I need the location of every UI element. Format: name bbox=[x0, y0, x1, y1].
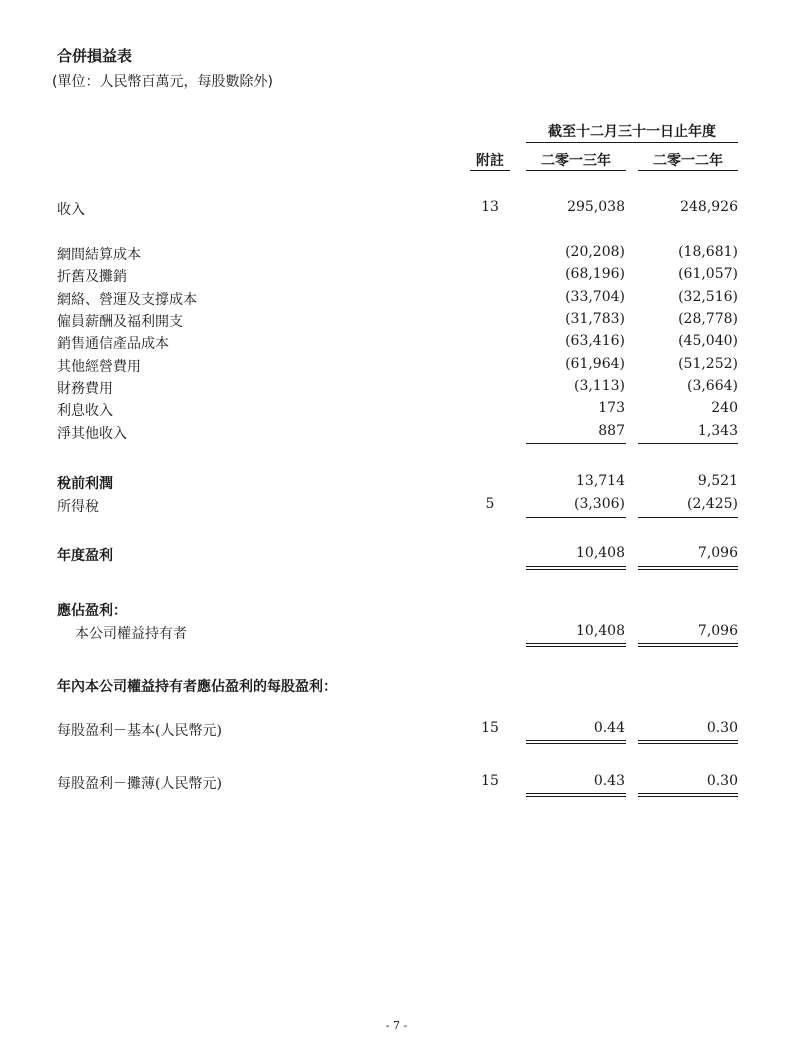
page-number: - 7 - bbox=[385, 1019, 408, 1032]
row-note-income-tax: 5 bbox=[485, 496, 495, 512]
row-2013-network-costs: (33,704) bbox=[565, 289, 625, 305]
row-2013-interconnection: (20,208) bbox=[565, 244, 625, 260]
period-header: 截至十二月三十一日止年度 bbox=[548, 124, 716, 140]
row-label-profit-for-year: 年度盈利 bbox=[57, 548, 113, 564]
row-2013-basic-eps: 0.44 bbox=[593, 720, 625, 736]
subtotal-rule-2013 bbox=[526, 443, 626, 444]
row-2012-income-tax: (2,425) bbox=[686, 496, 738, 512]
tax-rule-2013 bbox=[526, 517, 626, 518]
row-2013-employee-costs: (31,783) bbox=[565, 311, 625, 327]
profit-double-rule-2012-b bbox=[638, 569, 738, 570]
row-2012-revenue: 248,926 bbox=[680, 199, 738, 215]
year-2013-header: 二零一三年 bbox=[541, 153, 611, 169]
basic-double-rule-2013-a bbox=[526, 740, 626, 741]
equity-double-rule-2013-b bbox=[526, 646, 626, 647]
row-2012-profit-for-year: 7,096 bbox=[697, 545, 738, 561]
row-2012-network-costs: (32,516) bbox=[678, 289, 738, 305]
row-2013-equity-holders: 10,408 bbox=[576, 623, 625, 639]
row-label-finance-costs: 財務費用 bbox=[57, 381, 113, 397]
row-2013-other-expenses: (61,964) bbox=[565, 356, 625, 372]
row-2012-basic-eps: 0.30 bbox=[706, 720, 738, 736]
row-2013-diluted-eps: 0.43 bbox=[593, 773, 625, 789]
row-label-revenue: 收入 bbox=[57, 202, 85, 218]
equity-double-rule-2012-b bbox=[638, 646, 738, 647]
row-2012-diluted-eps: 0.30 bbox=[706, 773, 738, 789]
row-2012-other-expenses: (51,252) bbox=[678, 356, 738, 372]
row-2012-net-other-income: 1,343 bbox=[697, 423, 738, 439]
note-column-header: 附註 bbox=[476, 153, 504, 169]
diluted-double-rule-2013-a bbox=[526, 793, 626, 794]
row-note-revenue: 13 bbox=[481, 199, 499, 215]
row-2012-interconnection: (18,681) bbox=[678, 244, 738, 260]
tax-rule-2012 bbox=[638, 517, 738, 518]
basic-double-rule-2012-a bbox=[638, 740, 738, 741]
row-label-depreciation: 折舊及攤銷 bbox=[57, 269, 127, 285]
row-2012-depreciation: (61,057) bbox=[678, 266, 738, 282]
row-2012-profit-before-tax: 9,521 bbox=[697, 473, 738, 489]
row-note-diluted-eps: 15 bbox=[481, 773, 499, 789]
row-label-income-tax: 所得稅 bbox=[57, 499, 99, 515]
row-label-interest-income: 利息收入 bbox=[57, 403, 113, 419]
row-2013-profit-for-year: 10,408 bbox=[576, 545, 625, 561]
profit-double-rule-2013-b bbox=[526, 569, 626, 570]
basic-double-rule-2013-b bbox=[526, 743, 626, 744]
year-2012-underline bbox=[638, 170, 738, 171]
row-label-profit-before-tax: 稅前利潤 bbox=[57, 476, 113, 492]
row-note-basic-eps: 15 bbox=[481, 720, 499, 736]
profit-double-rule-2013-a bbox=[526, 566, 626, 567]
equity-double-rule-2013-a bbox=[526, 643, 626, 644]
row-2013-interest-income: 173 bbox=[598, 400, 625, 416]
year-2012-header: 二零一二年 bbox=[653, 153, 723, 169]
basic-double-rule-2012-b bbox=[638, 743, 738, 744]
row-label-basic-eps: 每股盈利－基本(人民幣元) bbox=[57, 723, 222, 739]
row-2012-finance-costs: (3,664) bbox=[686, 378, 738, 394]
row-2012-equity-holders: 7,096 bbox=[697, 623, 738, 639]
row-2013-revenue: 295,038 bbox=[567, 199, 625, 215]
row-2013-products-cost: (63,416) bbox=[565, 333, 625, 349]
row-label-products-cost: 銷售通信產品成本 bbox=[57, 336, 169, 352]
row-2012-products-cost: (45,040) bbox=[678, 333, 738, 349]
diluted-double-rule-2012-a bbox=[638, 793, 738, 794]
period-underline bbox=[526, 142, 738, 143]
statement-subtitle: (單位：人民幣百萬元，每股數除外) bbox=[52, 74, 273, 90]
note-header-underline bbox=[470, 170, 510, 171]
row-2013-income-tax: (3,306) bbox=[573, 496, 625, 512]
row-2012-interest-income: 240 bbox=[711, 400, 738, 416]
row-label-attributable: 應佔盈利： bbox=[57, 603, 127, 619]
row-label-other-expenses: 其他經營費用 bbox=[57, 359, 141, 375]
row-2013-net-other-income: 887 bbox=[598, 423, 625, 439]
equity-double-rule-2012-a bbox=[638, 643, 738, 644]
diluted-double-rule-2013-b bbox=[526, 796, 626, 797]
year-2013-underline bbox=[526, 170, 626, 171]
row-label-net-other-income: 淨其他收入 bbox=[57, 426, 127, 442]
row-label-equity-holders: 本公司權益持有者 bbox=[75, 626, 187, 642]
row-label-network-costs: 網絡、營運及支撐成本 bbox=[57, 292, 197, 308]
row-label-employee-costs: 僱員薪酬及福利開支 bbox=[57, 314, 183, 330]
row-2013-profit-before-tax: 13,714 bbox=[576, 473, 625, 489]
row-label-diluted-eps: 每股盈利－攤薄(人民幣元) bbox=[57, 776, 222, 792]
subtotal-rule-2012 bbox=[638, 443, 738, 444]
profit-double-rule-2012-a bbox=[638, 566, 738, 567]
diluted-double-rule-2012-b bbox=[638, 796, 738, 797]
row-2012-employee-costs: (28,778) bbox=[678, 311, 738, 327]
row-label-eps-heading: 年內本公司權益持有者應佔盈利的每股盈利： bbox=[57, 679, 337, 695]
statement-title: 合併損益表 bbox=[57, 47, 133, 65]
row-label-interconnection: 網間結算成本 bbox=[57, 247, 141, 263]
row-2013-depreciation: (68,196) bbox=[565, 266, 625, 282]
row-2013-finance-costs: (3,113) bbox=[573, 378, 625, 394]
